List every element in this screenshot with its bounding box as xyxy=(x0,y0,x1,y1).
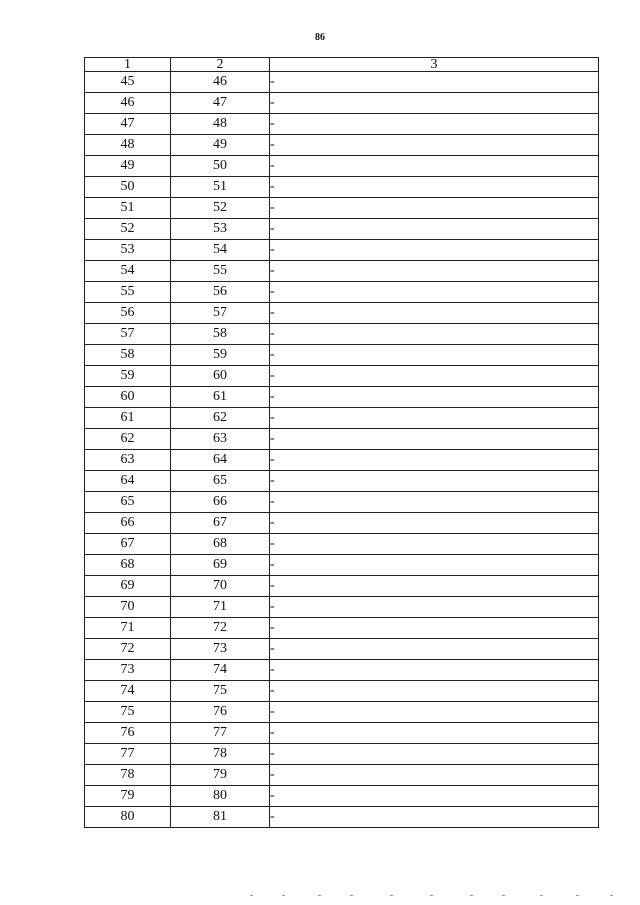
table-cell-col1: 69 xyxy=(85,576,171,597)
table-cell-col1: 74 xyxy=(85,681,171,702)
table-cell-col1: 58 xyxy=(85,345,171,366)
table-cell-col1: 47 xyxy=(85,114,171,135)
table-cell-col3: - xyxy=(270,786,599,807)
column-header-3: 3 xyxy=(270,58,599,72)
table-cell-col1: 53 xyxy=(85,240,171,261)
table-cell-col2: 62 xyxy=(171,408,270,429)
table-cell-col1: 51 xyxy=(85,198,171,219)
table-row xyxy=(85,513,599,534)
table-cell-col3: - xyxy=(270,639,599,660)
table-cell-col2: 72 xyxy=(171,618,270,639)
table-row xyxy=(85,450,599,471)
table-row xyxy=(85,135,599,156)
table-cell-col2: 65 xyxy=(171,471,270,492)
table-row xyxy=(85,702,599,723)
table-cell-col3: - xyxy=(270,450,599,471)
table-cell-col1: 48 xyxy=(85,135,171,156)
table-cell-col3: - xyxy=(270,72,599,93)
table-cell-col3: - xyxy=(270,198,599,219)
footer-scan-marks xyxy=(240,893,620,899)
table-cell-col3: - xyxy=(270,555,599,576)
table-row xyxy=(85,198,599,219)
table-cell-col1: 64 xyxy=(85,471,171,492)
table-cell-col2: 63 xyxy=(171,429,270,450)
table-cell-col3: - xyxy=(270,723,599,744)
table-cell-col2: 79 xyxy=(171,765,270,786)
table-cell-col1: 72 xyxy=(85,639,171,660)
table-cell-col2: 66 xyxy=(171,492,270,513)
table-cell-col3: - xyxy=(270,429,599,450)
table-cell-col1: 54 xyxy=(85,261,171,282)
table-row xyxy=(85,219,599,240)
table-cell-col1: 73 xyxy=(85,660,171,681)
table-cell-col3: - xyxy=(270,114,599,135)
page-number: 86 xyxy=(315,32,325,43)
table-cell-col2: 80 xyxy=(171,786,270,807)
table-cell-col2: 59 xyxy=(171,345,270,366)
table-cell-col1: 49 xyxy=(85,156,171,177)
table-cell-col1: 62 xyxy=(85,429,171,450)
table-cell-col2: 73 xyxy=(171,639,270,660)
table-row xyxy=(85,618,599,639)
table-row xyxy=(85,345,599,366)
table-row xyxy=(85,114,599,135)
table-row xyxy=(85,576,599,597)
table-cell-col3: - xyxy=(270,471,599,492)
table-row xyxy=(85,156,599,177)
table-cell-col2: 69 xyxy=(171,555,270,576)
table-cell-col1: 61 xyxy=(85,408,171,429)
column-header-1: 1 xyxy=(85,58,171,72)
table-body xyxy=(85,72,599,828)
table-cell-col1: 55 xyxy=(85,282,171,303)
table-cell-col2: 48 xyxy=(171,114,270,135)
table-cell-col1: 67 xyxy=(85,534,171,555)
table-cell-col3: - xyxy=(270,618,599,639)
table-cell-col2: 77 xyxy=(171,723,270,744)
table-cell-col1: 65 xyxy=(85,492,171,513)
table-cell-col2: 70 xyxy=(171,576,270,597)
table-row xyxy=(85,597,599,618)
table-cell-col3: - xyxy=(270,408,599,429)
table-row xyxy=(85,324,599,345)
table-row xyxy=(85,807,599,828)
table-cell-col3: - xyxy=(270,513,599,534)
table-cell-col3: - xyxy=(270,744,599,765)
table-cell-col2: 76 xyxy=(171,702,270,723)
table-cell-col3: - xyxy=(270,93,599,114)
table-row xyxy=(85,387,599,408)
table-cell-col2: 61 xyxy=(171,387,270,408)
table-row xyxy=(85,240,599,261)
table-cell-col2: 52 xyxy=(171,198,270,219)
table-cell-col2: 49 xyxy=(171,135,270,156)
table-cell-col3: - xyxy=(270,765,599,786)
table-cell-col3: - xyxy=(270,702,599,723)
table-cell-col1: 56 xyxy=(85,303,171,324)
table-cell-col3: - xyxy=(270,135,599,156)
table-row xyxy=(85,303,599,324)
table-cell-col2: 64 xyxy=(171,450,270,471)
table-cell-col1: 71 xyxy=(85,618,171,639)
table-cell-col1: 60 xyxy=(85,387,171,408)
table-row xyxy=(85,282,599,303)
table-cell-col3: - xyxy=(270,240,599,261)
table-cell-col1: 68 xyxy=(85,555,171,576)
table-cell-col3: - xyxy=(270,366,599,387)
table-header xyxy=(85,58,599,72)
table-cell-col3: - xyxy=(270,156,599,177)
table-row xyxy=(85,744,599,765)
table-cell-col1: 66 xyxy=(85,513,171,534)
table-row xyxy=(85,261,599,282)
table-cell-col2: 57 xyxy=(171,303,270,324)
table-cell-col3: - xyxy=(270,681,599,702)
table-cell-col2: 60 xyxy=(171,366,270,387)
table-row xyxy=(85,366,599,387)
table-cell-col2: 46 xyxy=(171,72,270,93)
table-cell-col1: 77 xyxy=(85,744,171,765)
table-cell-col2: 50 xyxy=(171,156,270,177)
table-row xyxy=(85,93,599,114)
table-cell-col3: - xyxy=(270,660,599,681)
table-row xyxy=(85,660,599,681)
table-cell-col1: 76 xyxy=(85,723,171,744)
table-row xyxy=(85,555,599,576)
table-cell-col1: 63 xyxy=(85,450,171,471)
table-row xyxy=(85,429,599,450)
table-cell-col1: 45 xyxy=(85,72,171,93)
table-cell-col3: - xyxy=(270,534,599,555)
table-row xyxy=(85,72,599,93)
table-cell-col2: 74 xyxy=(171,660,270,681)
table-cell-col2: 58 xyxy=(171,324,270,345)
table-cell-col2: 51 xyxy=(171,177,270,198)
table-cell-col3: - xyxy=(270,576,599,597)
table-cell-col2: 75 xyxy=(171,681,270,702)
table-cell-col2: 47 xyxy=(171,93,270,114)
table-cell-col1: 59 xyxy=(85,366,171,387)
table-row xyxy=(85,492,599,513)
header-row xyxy=(85,58,599,72)
table-row xyxy=(85,639,599,660)
table-cell-col2: 54 xyxy=(171,240,270,261)
table-row xyxy=(85,723,599,744)
table-cell-col1: 80 xyxy=(85,807,171,828)
table-row xyxy=(85,534,599,555)
table-cell-col1: 78 xyxy=(85,765,171,786)
table-cell-col3: - xyxy=(270,345,599,366)
table-cell-col3: - xyxy=(270,597,599,618)
table-cell-col1: 79 xyxy=(85,786,171,807)
table-cell-col1: 50 xyxy=(85,177,171,198)
table-cell-col3: - xyxy=(270,282,599,303)
table-cell-col1: 75 xyxy=(85,702,171,723)
table-cell-col3: - xyxy=(270,303,599,324)
data-table xyxy=(84,57,599,828)
table-cell-col1: 70 xyxy=(85,597,171,618)
table-cell-col2: 53 xyxy=(171,219,270,240)
table-cell-col3: - xyxy=(270,807,599,828)
table-cell-col2: 55 xyxy=(171,261,270,282)
table-row xyxy=(85,786,599,807)
table-row xyxy=(85,177,599,198)
table-cell-col2: 78 xyxy=(171,744,270,765)
table-cell-col3: - xyxy=(270,261,599,282)
column-header-2: 2 xyxy=(171,58,270,72)
table-row xyxy=(85,408,599,429)
table-cell-col3: - xyxy=(270,219,599,240)
table-cell-col1: 46 xyxy=(85,93,171,114)
table-cell-col3: - xyxy=(270,177,599,198)
table-cell-col2: 81 xyxy=(171,807,270,828)
table-row xyxy=(85,681,599,702)
table-cell-col3: - xyxy=(270,387,599,408)
table-cell-col2: 56 xyxy=(171,282,270,303)
table-row xyxy=(85,471,599,492)
table-cell-col2: 71 xyxy=(171,597,270,618)
table-cell-col1: 52 xyxy=(85,219,171,240)
table-cell-col2: 68 xyxy=(171,534,270,555)
table-cell-col3: - xyxy=(270,324,599,345)
table-cell-col3: - xyxy=(270,492,599,513)
table-cell-col1: 57 xyxy=(85,324,171,345)
table-row xyxy=(85,765,599,786)
table-cell-col2: 67 xyxy=(171,513,270,534)
